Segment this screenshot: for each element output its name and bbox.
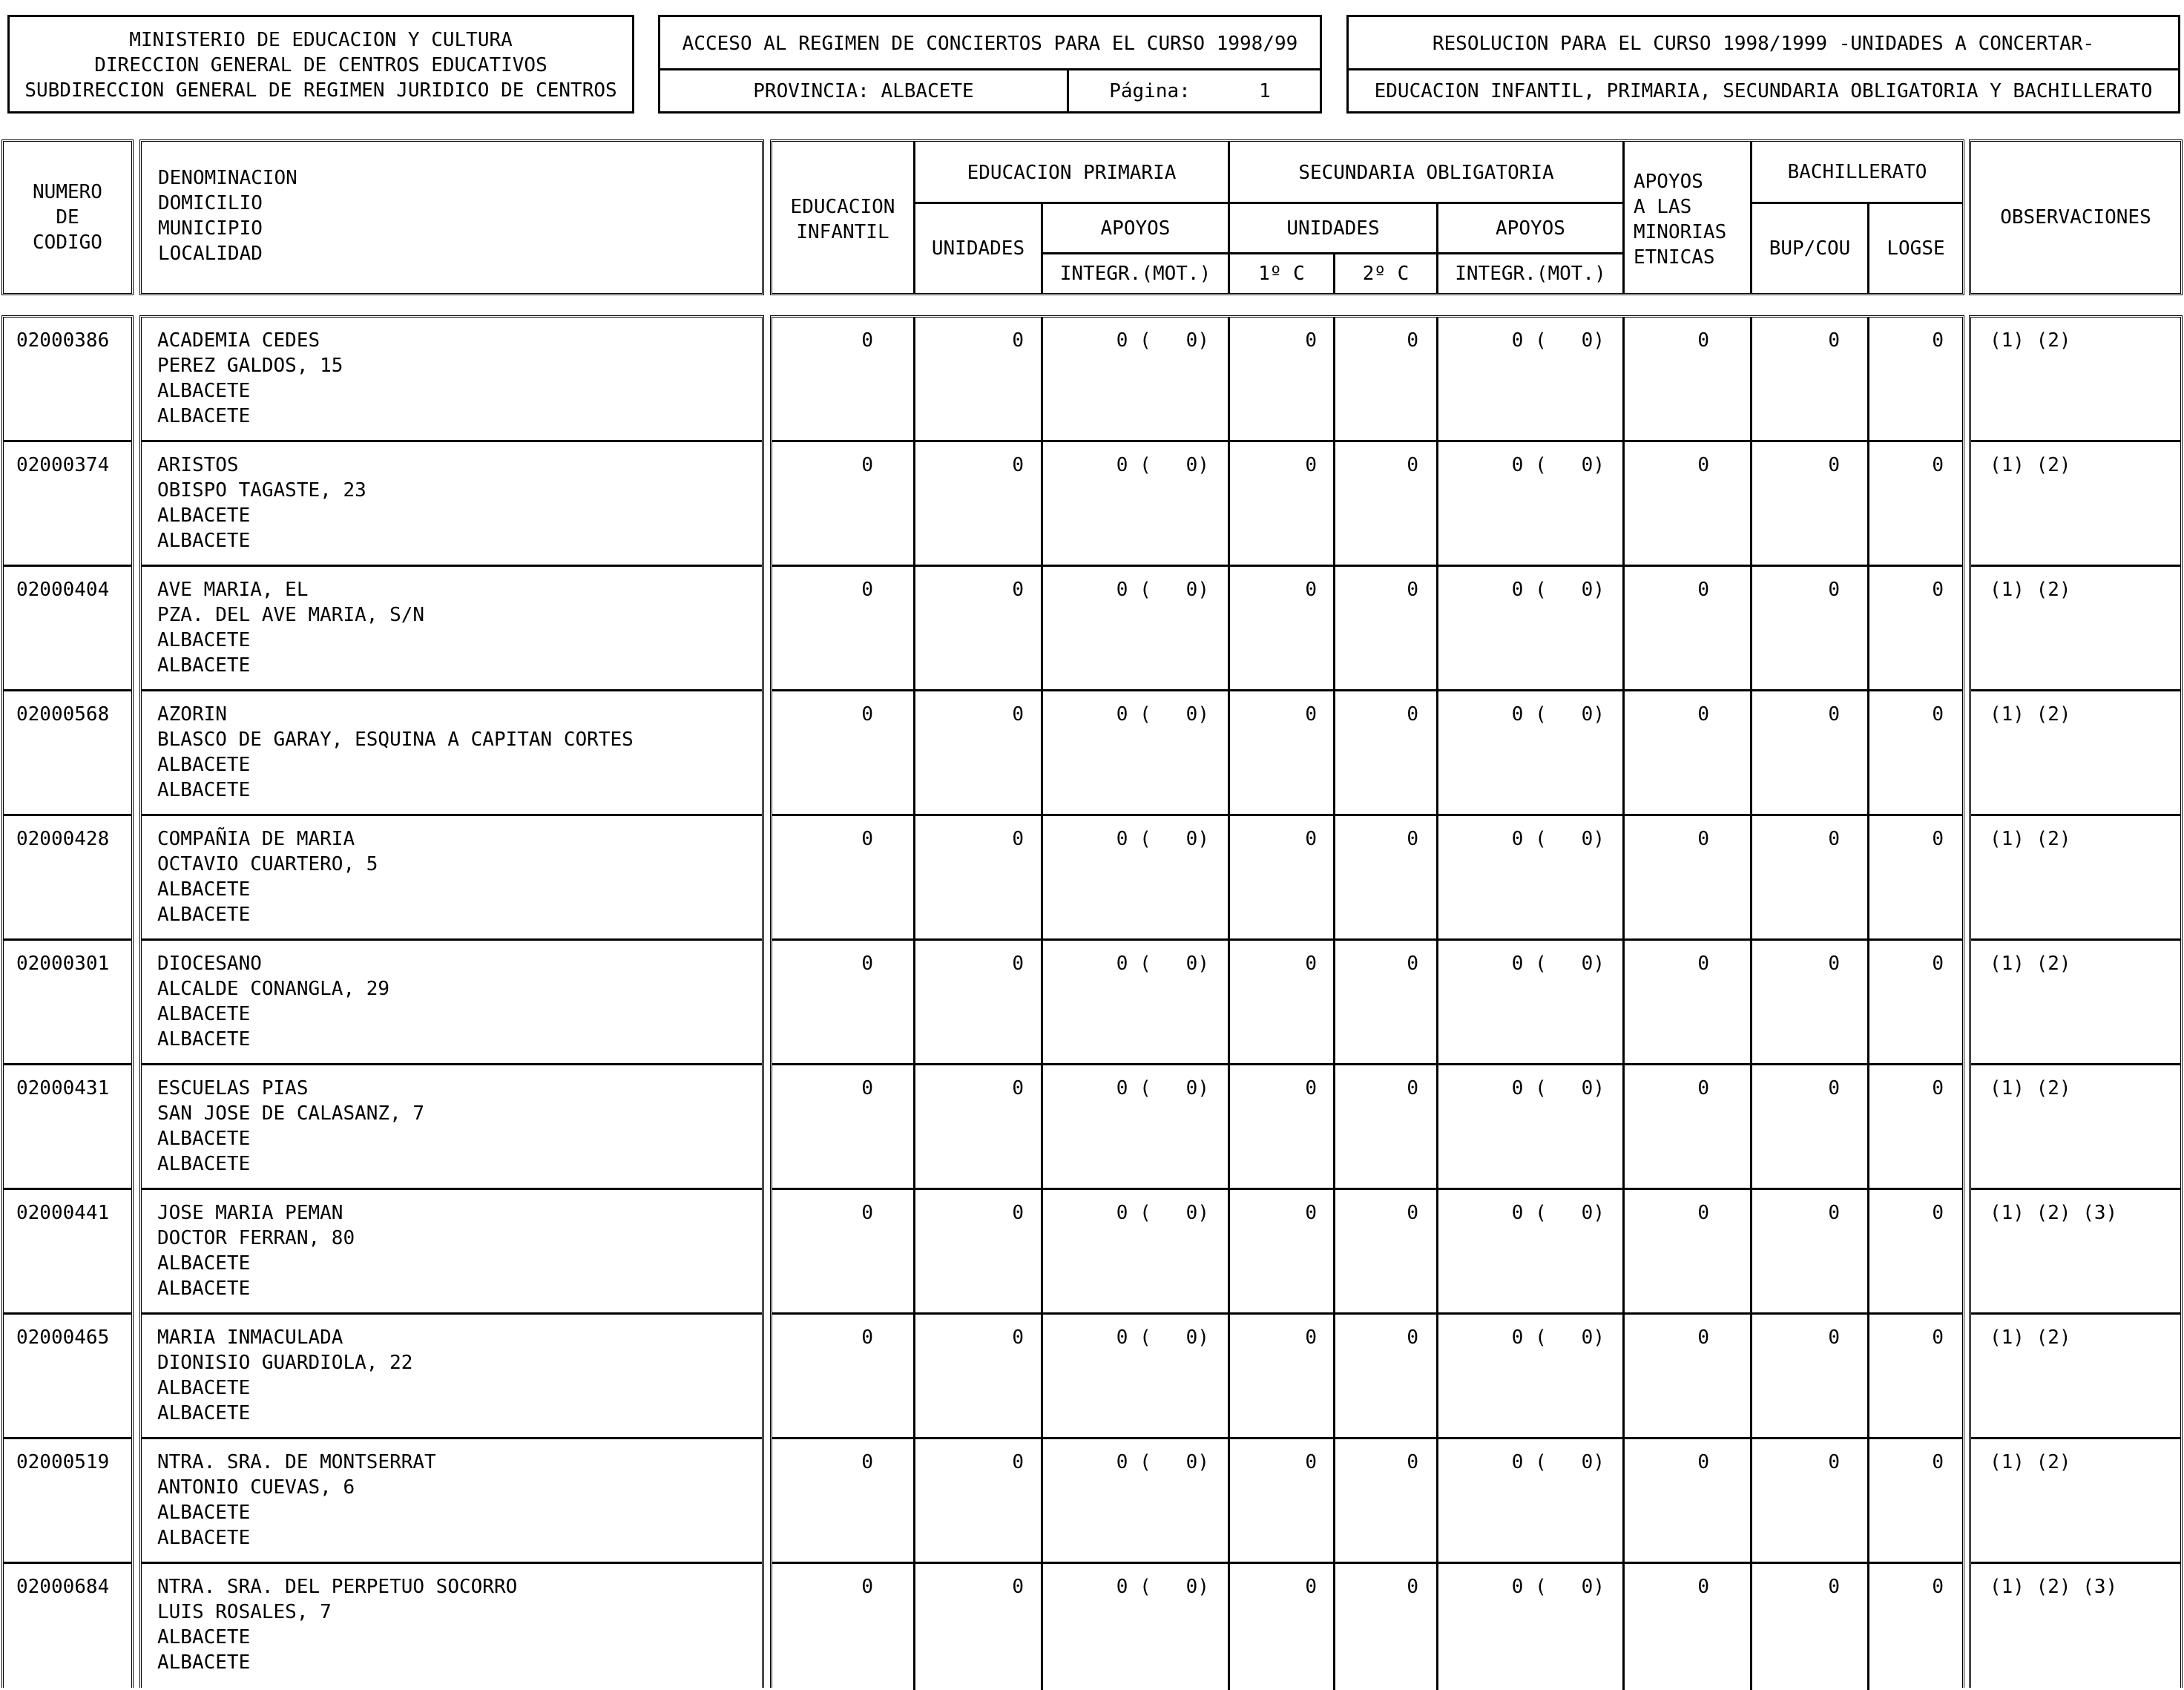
primaria-integr-value: 0 ( 0)	[1116, 953, 1209, 975]
center-code: 02000428	[16, 828, 110, 850]
primaria-unidades-value: 0	[1012, 1576, 1024, 1598]
secundaria-integr-value: 0 ( 0)	[1511, 1077, 1605, 1099]
center-name: ACADEMIA CEDES	[157, 329, 320, 352]
secundaria-2c-value: 0	[1407, 1451, 1418, 1473]
primaria-unidades-value: 0	[1012, 828, 1024, 850]
center-address: DIONISIO GUARDIOLA, 22	[157, 1352, 413, 1374]
header-codigo: NUMERO DE CODIGO	[33, 181, 102, 254]
education-levels: EDUCACION INFANTIL, PRIMARIA, SECUNDARIA OBLIGATORIA Y BACHILLERATO	[1374, 79, 2153, 102]
row-separator	[4, 938, 131, 941]
secundaria-1c-value: 0	[1305, 1077, 1317, 1099]
secundaria-2c-value: 0	[1407, 1576, 1418, 1598]
center-name: DIOCESANO	[157, 953, 262, 975]
secundaria-1c-value: 0	[1305, 1451, 1317, 1473]
row-separator	[142, 1312, 762, 1315]
province-label: PROVINCIA: ALBACETE	[753, 79, 974, 102]
row-separator	[1971, 1312, 2180, 1315]
access-title: ACCESO AL REGIMEN DE CONCIERTOS PARA EL CURSO 1998/99	[682, 33, 1298, 55]
bup-cou-value: 0	[1828, 454, 1840, 476]
secundaria-integr-value: 0 ( 0)	[1511, 828, 1605, 850]
secundaria-1c-value: 0	[1305, 454, 1317, 476]
observaciones-value: (1) (2) (3)	[1990, 1202, 2118, 1224]
primaria-unidades-value: 0	[1012, 1326, 1024, 1349]
resolution-title: RESOLUCION PARA EL CURSO 1998/1999 -UNIDADES A CONCERTAR-	[1432, 33, 2095, 55]
header-observaciones: OBSERVACIONES	[2000, 206, 2151, 228]
center-code: 02000374	[16, 454, 110, 476]
primaria-integr-value: 0 ( 0)	[1116, 828, 1209, 850]
row-separator	[4, 1063, 131, 1065]
row-separator	[1971, 1437, 2180, 1439]
primaria-integr-value: 0 ( 0)	[1116, 1326, 1209, 1349]
center-address: PZA. DEL AVE MARIA, S/N	[157, 604, 425, 626]
logse-value: 0	[1932, 1326, 1944, 1349]
center-municipality: ALBACETE	[157, 504, 251, 527]
bup-cou-value: 0	[1828, 703, 1840, 726]
minorias-value: 0	[1697, 1451, 1709, 1473]
body-main-frame	[770, 315, 1964, 1688]
center-municipality: ALBACETE	[157, 629, 251, 651]
body-v5	[1436, 318, 1438, 1690]
logse-value: 0	[1932, 1451, 1944, 1473]
primaria-integr-value: 0 ( 0)	[1116, 329, 1209, 352]
secundaria-1c-value: 0	[1305, 953, 1317, 975]
header-unidades2: UNIDADES	[1286, 217, 1380, 240]
row-separator	[772, 1437, 1962, 1439]
header-logse: LOGSE	[1887, 237, 1945, 260]
row-separator	[142, 1188, 762, 1190]
body-codigo-frame	[1, 315, 134, 1688]
row-separator	[1971, 1188, 2180, 1190]
row-separator	[142, 689, 762, 691]
secundaria-integr-value: 0 ( 0)	[1511, 1451, 1605, 1473]
logse-value: 0	[1932, 1077, 1944, 1099]
center-address: OCTAVIO CUARTERO, 5	[157, 853, 378, 875]
center-name: NTRA. SRA. DEL PERPETUO SOCORRO	[157, 1576, 518, 1598]
minorias-value: 0	[1697, 703, 1709, 726]
secundaria-integr-value: 0 ( 0)	[1511, 703, 1605, 726]
row-separator	[142, 1063, 762, 1065]
observaciones-value: (1) (2)	[1990, 828, 2071, 850]
observaciones-value: (1) (2)	[1990, 703, 2071, 726]
center-address: LUIS ROSALES, 7	[157, 1601, 332, 1623]
bup-cou-value: 0	[1828, 828, 1840, 850]
observaciones-value: (1) (2)	[1990, 953, 2071, 975]
row-separator	[1971, 689, 2180, 691]
body-v6	[1622, 318, 1625, 1690]
header-observaciones-box	[1969, 139, 2183, 295]
row-separator	[772, 938, 1962, 941]
center-locality: ALBACETE	[157, 1153, 251, 1175]
educacion-infantil-value: 0	[861, 329, 873, 352]
center-municipality: ALBACETE	[157, 1502, 251, 1524]
center-name: ESCUELAS PIAS	[157, 1077, 309, 1099]
educacion-infantil-value: 0	[861, 703, 873, 726]
primaria-integr-value: 0 ( 0)	[1116, 1077, 1209, 1099]
row-separator	[4, 1437, 131, 1439]
row-separator	[772, 1063, 1962, 1065]
center-name: MARIA INMACULADA	[157, 1326, 343, 1349]
educacion-infantil-value: 0	[861, 828, 873, 850]
minorias-value: 0	[1697, 828, 1709, 850]
secundaria-1c-value: 0	[1305, 329, 1317, 352]
center-address: ALCALDE CONANGLA, 29	[157, 978, 390, 1000]
page-label: Página:	[1109, 79, 1191, 102]
center-address: BLASCO DE GARAY, ESQUINA A CAPITAN CORTES	[157, 729, 634, 751]
primaria-integr-value: 0 ( 0)	[1116, 1451, 1209, 1473]
header-denominacion: DENOMINACION DOMICILIO MUNICIPIO LOCALIDAD	[158, 167, 297, 265]
row-separator	[1971, 440, 2180, 442]
minorias-value: 0	[1697, 454, 1709, 476]
row-separator	[1971, 565, 2180, 567]
row-separator	[772, 565, 1962, 567]
row-separator	[1971, 938, 2180, 941]
center-name: ARISTOS	[157, 454, 239, 476]
center-code: 02000519	[16, 1451, 110, 1473]
header-integr2: INTEGR.(MOT.)	[1455, 263, 1606, 285]
header-bup: BUP/COU	[1769, 237, 1851, 260]
header-denominacion-box	[139, 139, 764, 295]
header-apoyos: APOYOS	[1100, 217, 1171, 240]
center-locality: ALBACETE	[157, 405, 251, 427]
logse-value: 0	[1932, 579, 1944, 601]
logse-value: 0	[1932, 953, 1944, 975]
center-code: 02000568	[16, 703, 110, 726]
center-name: NTRA. SRA. DE MONTSERRAT	[157, 1451, 436, 1473]
logse-value: 0	[1932, 1202, 1944, 1224]
access-vdivider	[1067, 70, 1069, 114]
row-separator	[772, 814, 1962, 816]
row-separator	[4, 1188, 131, 1190]
secundaria-integr-value: 0 ( 0)	[1511, 1326, 1605, 1349]
center-municipality: ALBACETE	[157, 380, 251, 402]
center-municipality: ALBACETE	[157, 754, 251, 776]
center-code: 02000441	[16, 1202, 110, 1224]
center-locality: ALBACETE	[157, 779, 251, 801]
ministry-line-2: DIRECCION GENERAL DE CENTROS EDUCATIVOS	[94, 54, 547, 76]
row-separator	[4, 565, 131, 567]
secundaria-integr-value: 0 ( 0)	[1511, 454, 1605, 476]
header-codigo-box	[1, 139, 134, 295]
row-separator	[1971, 1562, 2180, 1564]
center-municipality: ALBACETE	[157, 1003, 251, 1025]
observaciones-value: (1) (2)	[1990, 454, 2071, 476]
bup-cou-value: 0	[1828, 1451, 1840, 1473]
row-separator	[772, 440, 1962, 442]
ministry-line-3: SUBDIRECCION GENERAL DE REGIMEN JURIDICO DE CENTROS	[24, 79, 617, 102]
center-municipality: ALBACETE	[157, 1252, 251, 1275]
body-v4	[1333, 318, 1335, 1690]
ministry-line-1: MINISTERIO DE EDUCACION Y CULTURA	[129, 29, 513, 51]
educacion-infantil-value: 0	[861, 1576, 873, 1598]
header-apoyos2: APOYOS	[1496, 217, 1565, 240]
center-address: OBISPO TAGASTE, 23	[157, 479, 366, 502]
primaria-integr-value: 0 ( 0)	[1116, 1202, 1209, 1224]
center-locality: ALBACETE	[157, 1402, 251, 1424]
row-separator	[142, 938, 762, 941]
center-name: AVE MARIA, EL	[157, 579, 309, 601]
minorias-value: 0	[1697, 1202, 1709, 1224]
bup-cou-value: 0	[1828, 1202, 1840, 1224]
center-locality: ALBACETE	[157, 1028, 251, 1051]
secundaria-1c-value: 0	[1305, 703, 1317, 726]
primaria-unidades-value: 0	[1012, 1077, 1024, 1099]
secundaria-2c-value: 0	[1407, 1077, 1418, 1099]
center-code: 02000404	[16, 579, 110, 601]
center-address: PEREZ GALDOS, 15	[157, 355, 343, 377]
educacion-infantil-value: 0	[861, 1451, 873, 1473]
center-code: 02000301	[16, 953, 110, 975]
header-integr: INTEGR.(MOT.)	[1059, 263, 1211, 285]
primaria-unidades-value: 0	[1012, 703, 1024, 726]
secundaria-integr-value: 0 ( 0)	[1511, 329, 1605, 352]
minorias-value: 0	[1697, 329, 1709, 352]
educacion-infantil-value: 0	[861, 1326, 873, 1349]
bup-cou-value: 0	[1828, 1077, 1840, 1099]
access-box	[658, 15, 1322, 114]
row-separator	[142, 814, 762, 816]
center-locality: ALBACETE	[157, 904, 251, 926]
primaria-integr-value: 0 ( 0)	[1116, 703, 1209, 726]
center-locality: ALBACETE	[157, 1278, 251, 1300]
minorias-value: 0	[1697, 1326, 1709, 1349]
minorias-value: 0	[1697, 1077, 1709, 1099]
row-separator	[142, 1437, 762, 1439]
center-code: 02000465	[16, 1326, 110, 1349]
row-separator	[1971, 814, 2180, 816]
center-name: COMPAÑIA DE MARIA	[157, 828, 355, 850]
row-separator	[4, 1312, 131, 1315]
header-primaria: EDUCACION PRIMARIA	[967, 162, 1177, 184]
center-municipality: ALBACETE	[157, 1377, 251, 1399]
educacion-infantil-value: 0	[861, 1077, 873, 1099]
body-v1	[913, 318, 915, 1690]
observaciones-value: (1) (2) (3)	[1990, 1576, 2118, 1598]
secundaria-integr-value: 0 ( 0)	[1511, 1202, 1605, 1224]
row-separator	[4, 689, 131, 691]
body-v2	[1041, 318, 1043, 1690]
bup-cou-value: 0	[1828, 329, 1840, 352]
ministry-box	[7, 15, 634, 114]
secundaria-2c-value: 0	[1407, 1326, 1418, 1349]
row-separator	[4, 440, 131, 442]
educacion-infantil-value: 0	[861, 454, 873, 476]
row-separator	[4, 814, 131, 816]
bup-cou-value: 0	[1828, 953, 1840, 975]
observaciones-value: (1) (2)	[1990, 579, 2071, 601]
secundaria-1c-value: 0	[1305, 1326, 1317, 1349]
logse-value: 0	[1932, 828, 1944, 850]
center-municipality: ALBACETE	[157, 1128, 251, 1150]
secundaria-integr-value: 0 ( 0)	[1511, 579, 1605, 601]
secundaria-2c-value: 0	[1407, 1202, 1418, 1224]
center-address: SAN JOSE DE CALASANZ, 7	[157, 1102, 425, 1125]
observaciones-value: (1) (2)	[1990, 1326, 2071, 1349]
primaria-unidades-value: 0	[1012, 329, 1024, 352]
row-separator	[4, 1562, 131, 1564]
logse-value: 0	[1932, 454, 1944, 476]
observaciones-value: (1) (2)	[1990, 1451, 2071, 1473]
secundaria-1c-value: 0	[1305, 1576, 1317, 1598]
center-code: 02000431	[16, 1077, 110, 1099]
secundaria-2c-value: 0	[1407, 828, 1418, 850]
primaria-unidades-value: 0	[1012, 454, 1024, 476]
center-code: 02000386	[16, 329, 110, 352]
row-separator	[1971, 1063, 2180, 1065]
header-minorias: APOYOS A LAS MINORIAS ETNICAS	[1634, 171, 1727, 269]
secundaria-2c-value: 0	[1407, 579, 1418, 601]
educacion-infantil-value: 0	[861, 1202, 873, 1224]
secundaria-integr-value: 0 ( 0)	[1511, 1576, 1605, 1598]
body-v8	[1867, 318, 1869, 1690]
row-separator	[772, 1188, 1962, 1190]
logse-value: 0	[1932, 703, 1944, 726]
center-name: JOSE MARIA PEMAN	[157, 1202, 343, 1224]
center-address: ANTONIO CUEVAS, 6	[157, 1476, 355, 1499]
secundaria-2c-value: 0	[1407, 703, 1418, 726]
bup-cou-value: 0	[1828, 1576, 1840, 1598]
row-separator	[772, 1312, 1962, 1315]
educacion-infantil-value: 0	[861, 953, 873, 975]
center-address: DOCTOR FERRAN, 80	[157, 1227, 355, 1249]
page-number: 1	[1259, 79, 1271, 102]
primaria-unidades-value: 0	[1012, 953, 1024, 975]
primaria-integr-value: 0 ( 0)	[1116, 579, 1209, 601]
header-infantil: EDUCACION INFANTIL	[790, 196, 895, 243]
row-separator	[142, 1562, 762, 1564]
row-separator	[142, 565, 762, 567]
secundaria-1c-value: 0	[1305, 828, 1317, 850]
row-separator	[142, 440, 762, 442]
center-municipality: ALBACETE	[157, 1626, 251, 1648]
row-separator	[772, 1562, 1962, 1564]
center-locality: ALBACETE	[157, 1651, 251, 1674]
minorias-value: 0	[1697, 953, 1709, 975]
header-bachillerato: BACHILLERATO	[1787, 161, 1927, 183]
secundaria-1c-value: 0	[1305, 579, 1317, 601]
body-observaciones-frame	[1969, 315, 2183, 1688]
logse-value: 0	[1932, 329, 1944, 352]
primaria-integr-value: 0 ( 0)	[1116, 454, 1209, 476]
observaciones-value: (1) (2)	[1990, 1077, 2071, 1099]
body-v3	[1228, 318, 1230, 1690]
center-locality: ALBACETE	[157, 530, 251, 552]
header-secundaria: SECUNDARIA OBLIGATORIA	[1298, 162, 1554, 184]
center-municipality: ALBACETE	[157, 878, 251, 901]
header-2c: 2º C	[1362, 263, 1410, 285]
bup-cou-value: 0	[1828, 579, 1840, 601]
secundaria-2c-value: 0	[1407, 454, 1418, 476]
observaciones-value: (1) (2)	[1990, 329, 2071, 352]
secundaria-2c-value: 0	[1407, 329, 1418, 352]
secundaria-integr-value: 0 ( 0)	[1511, 953, 1605, 975]
header-1c: 1º C	[1258, 263, 1305, 285]
center-locality: ALBACETE	[157, 1527, 251, 1549]
logse-value: 0	[1932, 1576, 1944, 1598]
center-locality: ALBACETE	[157, 654, 251, 677]
secundaria-1c-value: 0	[1305, 1202, 1317, 1224]
primaria-unidades-value: 0	[1012, 1202, 1024, 1224]
bup-cou-value: 0	[1828, 1326, 1840, 1349]
resolution-box	[1346, 15, 2180, 114]
center-name: AZORIN	[157, 703, 227, 726]
minorias-value: 0	[1697, 1576, 1709, 1598]
educacion-infantil-value: 0	[861, 579, 873, 601]
primaria-integr-value: 0 ( 0)	[1116, 1576, 1209, 1598]
center-code: 02000684	[16, 1576, 110, 1598]
header-unidades: UNIDADES	[931, 237, 1025, 260]
secundaria-2c-value: 0	[1407, 953, 1418, 975]
header-main-box	[770, 139, 1964, 295]
row-separator	[772, 689, 1962, 691]
body-v7	[1750, 318, 1752, 1690]
primaria-unidades-value: 0	[1012, 579, 1024, 601]
primaria-unidades-value: 0	[1012, 1451, 1024, 1473]
minorias-value: 0	[1697, 579, 1709, 601]
